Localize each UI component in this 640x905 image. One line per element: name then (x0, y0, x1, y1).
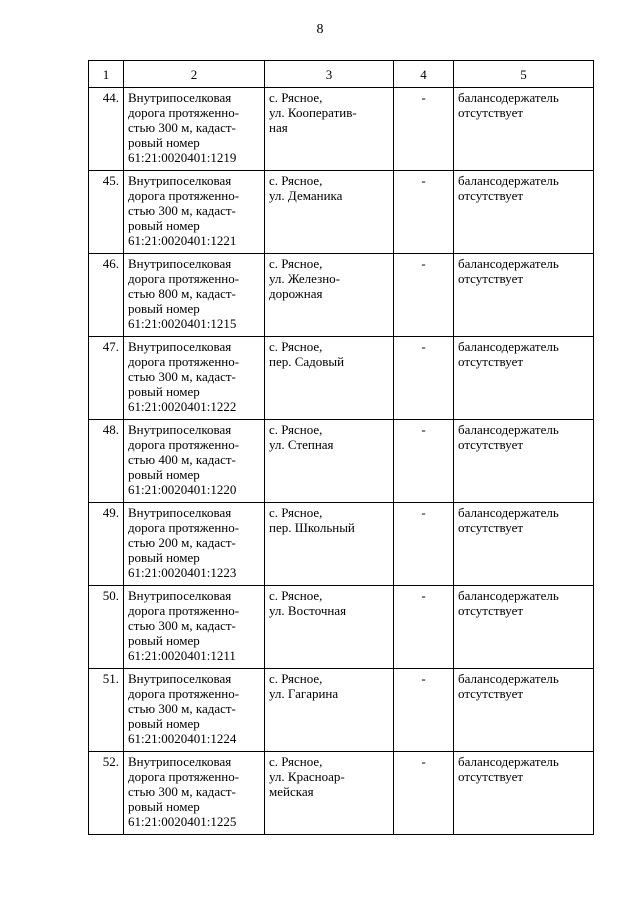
col4-value: - (394, 503, 454, 586)
header-row (89, 61, 594, 88)
holder-line: отсутствует (458, 105, 524, 120)
description-line: Внутрипоселковая (128, 339, 232, 354)
object-address (265, 88, 394, 171)
col4-value: - (394, 88, 454, 171)
row-number: 51. (89, 669, 124, 752)
address-line: ул. Деманика (269, 188, 343, 203)
holder-line: отсутствует (458, 769, 524, 784)
col4-value: - (394, 586, 454, 669)
holder-line: отсутствует (458, 437, 524, 452)
holder-line: отсутствует (458, 603, 524, 618)
address-line: с. Рясное, (269, 671, 323, 686)
holder-status (454, 254, 594, 337)
object-address (265, 337, 394, 420)
object-description (124, 503, 265, 586)
object-description (124, 171, 265, 254)
description-line: Внутрипоселковая (128, 90, 232, 105)
header-col-4: 4 (394, 61, 454, 88)
header-col-3: 3 (265, 61, 394, 88)
property-table (88, 60, 594, 835)
address-line: мейская (269, 784, 314, 799)
page-number: 8 (316, 22, 324, 37)
description-line: 61:21:0020401:1223 (128, 565, 237, 580)
description-line: ровый номер (128, 218, 200, 233)
col4-value: - (394, 254, 454, 337)
description-line: дорога протяженно- (128, 520, 240, 535)
row-number: 50. (89, 586, 124, 669)
table-row (89, 337, 594, 420)
address-line: ул. Гагарина (269, 686, 339, 701)
object-description (124, 586, 265, 669)
description-line: стью 400 м, кадаст- (128, 452, 236, 467)
object-description (124, 669, 265, 752)
object-address (265, 171, 394, 254)
description-line: 61:21:0020401:1225 (128, 814, 237, 829)
description-line: ровый номер (128, 799, 200, 814)
description-line: стью 300 м, кадаст- (128, 618, 236, 633)
col4-value: - (394, 752, 454, 835)
description-line: ровый номер (128, 135, 200, 150)
table-row (89, 420, 594, 503)
address-line: пер. Садовый (269, 354, 345, 369)
address-line: ул. Степная (269, 437, 334, 452)
description-line: 61:21:0020401:1219 (128, 150, 237, 165)
description-line: ровый номер (128, 301, 200, 316)
object-description (124, 88, 265, 171)
row-number: 52. (89, 752, 124, 835)
description-line: ровый номер (128, 716, 200, 731)
row-number: 47. (89, 337, 124, 420)
description-line: Внутрипоселковая (128, 671, 232, 686)
holder-status (454, 586, 594, 669)
description-line: стью 200 м, кадаст- (128, 535, 236, 550)
description-line: 61:21:0020401:1215 (128, 316, 237, 331)
holder-line: отсутствует (458, 188, 524, 203)
description-line: дорога протяженно- (128, 437, 240, 452)
description-line: дорога протяженно- (128, 769, 240, 784)
address-line: с. Рясное, (269, 588, 323, 603)
table-row (89, 88, 594, 171)
address-line: ул. Железно- (269, 271, 341, 286)
address-line: с. Рясное, (269, 339, 323, 354)
object-address (265, 503, 394, 586)
description-line: 61:21:0020401:1221 (128, 233, 237, 248)
holder-status (454, 669, 594, 752)
object-address (265, 420, 394, 503)
address-line: ул. Красноар- (269, 769, 345, 784)
address-line: с. Рясное, (269, 173, 323, 188)
description-line: стью 300 м, кадаст- (128, 203, 236, 218)
address-line: пер. Школьный (269, 520, 355, 535)
address-line: с. Рясное, (269, 754, 323, 769)
holder-line: балансодержатель (458, 671, 559, 686)
description-line: 61:21:0020401:1222 (128, 399, 237, 414)
description-line: дорога протяженно- (128, 686, 240, 701)
row-number: 49. (89, 503, 124, 586)
object-address (265, 752, 394, 835)
description-line: ровый номер (128, 384, 200, 399)
address-line: ул. Кооператив- (269, 105, 357, 120)
holder-status (454, 88, 594, 171)
description-line: стью 300 м, кадаст- (128, 701, 236, 716)
description-line: Внутрипоселковая (128, 505, 232, 520)
description-line: дорога протяженно- (128, 603, 240, 618)
address-line: с. Рясное, (269, 422, 323, 437)
holder-line: балансодержатель (458, 339, 559, 354)
holder-line: балансодержатель (458, 754, 559, 769)
row-number: 46. (89, 254, 124, 337)
row-number: 48. (89, 420, 124, 503)
holder-line: балансодержатель (458, 588, 559, 603)
description-line: дорога протяженно- (128, 105, 240, 120)
header-col-2: 2 (124, 61, 265, 88)
col4-value: - (394, 420, 454, 503)
address-line: ная (269, 120, 288, 135)
holder-line: отсутствует (458, 686, 524, 701)
table-row (89, 503, 594, 586)
table-row (89, 669, 594, 752)
row-number: 44. (89, 88, 124, 171)
object-address (265, 669, 394, 752)
object-description (124, 420, 265, 503)
description-line: ровый номер (128, 467, 200, 482)
holder-line: балансодержатель (458, 505, 559, 520)
description-line: дорога протяженно- (128, 188, 240, 203)
object-description (124, 752, 265, 835)
header-col-5: 5 (454, 61, 594, 88)
description-line: стью 300 м, кадаст- (128, 784, 236, 799)
header-col-1: 1 (89, 61, 124, 88)
holder-status (454, 420, 594, 503)
object-description (124, 337, 265, 420)
holder-line: балансодержатель (458, 90, 559, 105)
object-address (265, 586, 394, 669)
holder-line: балансодержатель (458, 256, 559, 271)
table-header (89, 61, 594, 88)
address-line: ул. Восточная (269, 603, 347, 618)
address-line: с. Рясное, (269, 256, 323, 271)
description-line: 61:21:0020401:1211 (128, 648, 236, 663)
description-line: стью 300 м, кадаст- (128, 369, 236, 384)
object-description (124, 254, 265, 337)
description-line: ровый номер (128, 633, 200, 648)
col4-value: - (394, 171, 454, 254)
description-line: 61:21:0020401:1224 (128, 731, 237, 746)
address-line: с. Рясное, (269, 90, 323, 105)
description-line: Внутрипоселковая (128, 173, 232, 188)
object-address (265, 254, 394, 337)
table-body (89, 88, 594, 835)
table-row (89, 586, 594, 669)
col4-value: - (394, 337, 454, 420)
table-row (89, 752, 594, 835)
address-line: с. Рясное, (269, 505, 323, 520)
address-line: дорожная (269, 286, 323, 301)
description-line: Внутрипоселковая (128, 422, 232, 437)
table-row (89, 254, 594, 337)
holder-line: балансодержатель (458, 173, 559, 188)
description-line: Внутрипоселковая (128, 588, 232, 603)
holder-line: отсутствует (458, 520, 524, 535)
col4-value: - (394, 669, 454, 752)
description-line: 61:21:0020401:1220 (128, 482, 237, 497)
holder-line: отсутствует (458, 271, 524, 286)
description-line: Внутрипоселковая (128, 754, 232, 769)
holder-status (454, 752, 594, 835)
description-line: стью 800 м, кадаст- (128, 286, 236, 301)
description-line: дорога протяженно- (128, 354, 240, 369)
holder-status (454, 337, 594, 420)
holder-line: отсутствует (458, 354, 524, 369)
description-line: Внутрипоселковая (128, 256, 232, 271)
description-line: дорога протяженно- (128, 271, 240, 286)
row-number: 45. (89, 171, 124, 254)
holder-status (454, 503, 594, 586)
holder-status (454, 171, 594, 254)
table-row (89, 171, 594, 254)
description-line: стью 300 м, кадаст- (128, 120, 236, 135)
description-line: ровый номер (128, 550, 200, 565)
holder-line: балансодержатель (458, 422, 559, 437)
